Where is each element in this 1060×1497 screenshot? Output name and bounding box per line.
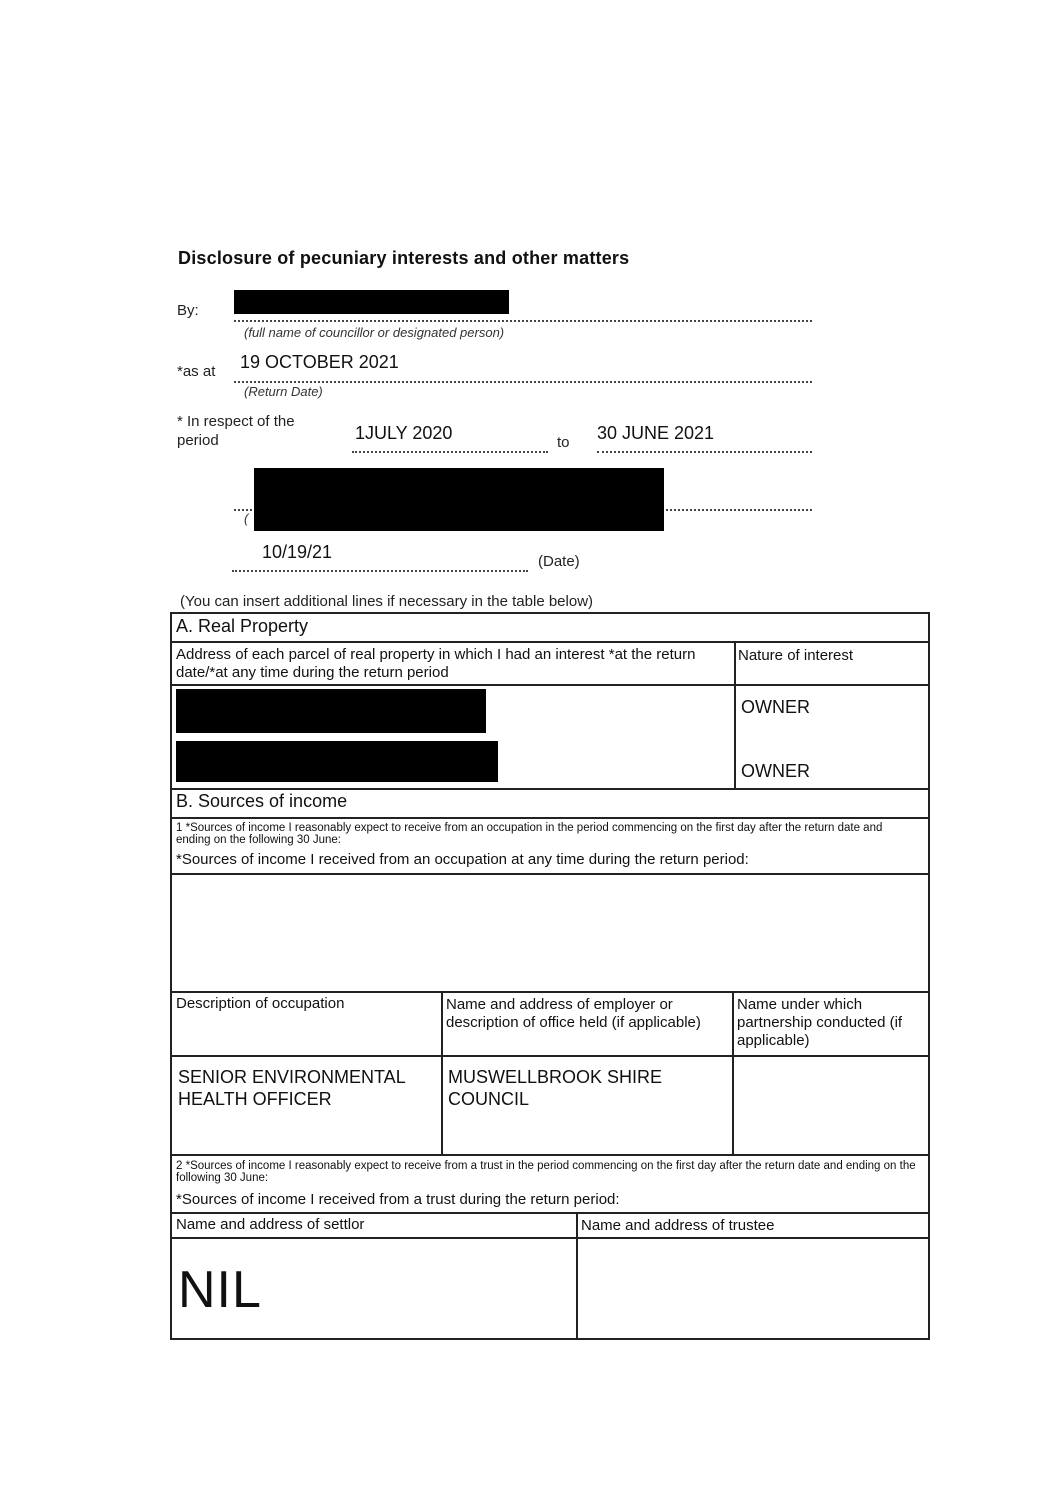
employer-value: MUSWELLBROOK SHIRE COUNCIL — [448, 1067, 663, 1109]
table-note: (You can insert additional lines if necessary in the table below) — [180, 593, 594, 610]
row-divider — [172, 1154, 928, 1156]
row-divider — [172, 991, 928, 993]
section-a-heading: A. Real Property — [176, 616, 309, 636]
note-1-small: 1 *Sources of income I reasonably expect to receive from an occupation in the period commencing on the first day after the return date and ending on the following 30 June: — [176, 822, 883, 846]
redacted-address-1 — [176, 689, 486, 733]
row-divider — [172, 1237, 928, 1239]
col-header-partnership: Name under which partnership conducted (if applicable) — [737, 996, 903, 1049]
as-at-label: *as at — [177, 363, 216, 380]
note-1-main: *Sources of income I received from an occupation at any time during the return period: — [176, 851, 749, 868]
note-2-small: 2 *Sources of income I reasonably expect to receive from a trust in the period commencing on the first day after the return date and ending on the following 30 June: — [176, 1160, 916, 1184]
col-header-trustee: Name and address of trustee — [581, 1217, 775, 1234]
col-header-occupation: Description of occupation — [176, 995, 345, 1012]
settlor-nil-value: NIL — [178, 1261, 262, 1319]
note-2-main: *Sources of income I received from a trust during the return period: — [176, 1191, 620, 1208]
period-to-line — [597, 451, 812, 453]
disclosure-table — [170, 612, 930, 1340]
period-from-line — [352, 451, 548, 453]
period-from-value: 1JULY 2020 — [355, 423, 453, 443]
row-divider — [172, 1055, 928, 1057]
row-divider — [172, 817, 928, 819]
col-header-settlor: Name and address of settlor — [176, 1216, 365, 1233]
redacted-name — [234, 290, 509, 314]
row-divider — [172, 641, 928, 643]
document-title: Disclosure of pecuniary interests and other matters — [178, 248, 630, 268]
col-divider — [576, 1212, 578, 1340]
col-header-nature: Nature of interest — [738, 647, 854, 664]
row-divider — [172, 684, 928, 686]
return-date-hint: (Return Date) — [244, 384, 323, 399]
date-label: (Date) — [538, 553, 580, 570]
return-date-value: 19 OCTOBER 2021 — [240, 352, 399, 372]
name-line — [234, 320, 812, 322]
row-divider — [172, 788, 928, 790]
row-divider — [172, 1212, 928, 1214]
redacted-signature — [254, 468, 664, 531]
period-label-line1: * In respect of the — [177, 413, 295, 430]
occupation-value: SENIOR ENVIRONMENTAL HEALTH OFFICER — [178, 1067, 406, 1109]
period-label-line2: period — [177, 432, 219, 449]
return-date-line — [234, 381, 812, 383]
full-name-hint: (full name of councillor or designated person) — [244, 325, 505, 340]
by-label: By: — [177, 302, 199, 319]
col-divider — [732, 991, 734, 1154]
col-divider — [441, 991, 443, 1154]
period-to-word: to — [557, 434, 570, 451]
signature-hint-fragment: ( — [244, 511, 249, 526]
signed-date-line — [232, 570, 528, 572]
row-divider — [172, 873, 928, 875]
nature-value-2: OWNER — [741, 761, 810, 781]
redacted-address-2 — [176, 741, 498, 782]
nature-value-1: OWNER — [741, 697, 810, 717]
signed-date-value: 10/19/21 — [262, 542, 333, 562]
section-b-heading: B. Sources of income — [176, 791, 348, 811]
col-header-employer: Name and address of employer or description of office held (if applicable) — [446, 996, 701, 1031]
col-divider — [734, 641, 736, 788]
period-to-value: 30 JUNE 2021 — [597, 423, 715, 443]
col-header-address: Address of each parcel of real property in which I had an interest *at the return date/*at any time during the return period — [176, 646, 696, 681]
